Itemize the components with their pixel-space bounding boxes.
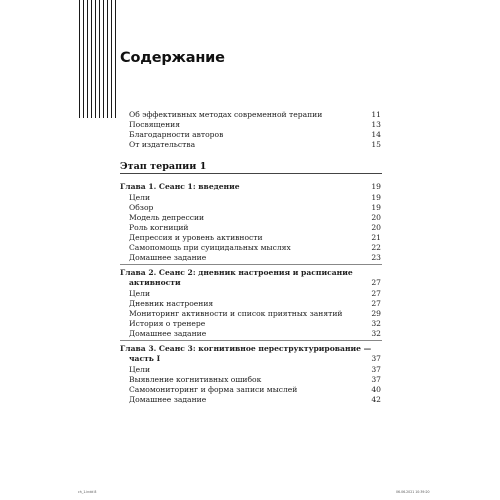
toc-chapter-page: 27 xyxy=(371,278,381,287)
toc-entry-page: 37 xyxy=(371,375,381,384)
toc-chapter-title: Глава 1. Сеанс 1: введение xyxy=(120,182,240,191)
toc-entry-label: Роль когниций xyxy=(129,223,189,232)
footer-file: ch_1.indd 8 xyxy=(78,490,97,494)
toc-entry-page: 23 xyxy=(371,253,381,262)
toc-chapter-page: 19 xyxy=(371,182,381,191)
toc-entry[interactable] xyxy=(0,252,500,263)
toc-entry-label: Домашнее задание xyxy=(129,329,207,338)
toc-entry-page: 21 xyxy=(371,233,381,242)
toc-entry-label: Цели xyxy=(129,289,151,298)
toc-entry-label: Домашнее задание xyxy=(129,395,207,404)
toc-chapter-title: Глава 3. Сеанс 3: когнитивное переструктурирование — xyxy=(120,344,372,353)
toc-entry-page: 29 xyxy=(371,309,381,318)
page-title: Содержание xyxy=(120,50,225,66)
toc-entry-page: 27 xyxy=(371,289,381,298)
toc-entry-page: 15 xyxy=(371,140,381,149)
toc-entry-page: 40 xyxy=(371,385,381,394)
toc-entry-page: 19 xyxy=(371,193,381,202)
toc-entry[interactable] xyxy=(0,139,500,150)
toc-chapter-cont[interactable] xyxy=(0,277,500,288)
toc-entry-page: 20 xyxy=(371,223,381,232)
toc-entry-label: Цели xyxy=(129,193,151,202)
toc-entry-label: Обзор xyxy=(129,203,154,212)
toc-entry-label: От издательства xyxy=(129,140,196,149)
toc-entry-page: 20 xyxy=(371,213,381,222)
toc-chapter-page: 37 xyxy=(371,354,381,363)
stage-heading: Этап терапии 1 xyxy=(120,161,207,172)
toc-entry-label: Посвящения xyxy=(129,120,180,129)
toc-entry-page: 32 xyxy=(371,319,381,328)
toc-entry-label: Цели xyxy=(129,365,151,374)
toc-entry-label: Депрессия и уровень активности xyxy=(129,233,263,242)
toc-entry-label: Дневник настроения xyxy=(129,299,214,308)
toc-entry-page: 42 xyxy=(371,395,381,404)
divider xyxy=(120,340,382,341)
toc-entry[interactable] xyxy=(0,328,500,339)
toc-entry[interactable] xyxy=(0,394,500,405)
toc-entry-page: 32 xyxy=(371,329,381,338)
toc-chapter-title-cont: часть I xyxy=(129,354,161,363)
toc-entry-label: Мониторинг активности и список приятных занятий xyxy=(129,309,343,318)
toc-entry-page: 37 xyxy=(371,365,381,374)
toc-chapter-title-cont: активности xyxy=(129,278,181,287)
toc-entry-label: Самопомощь при суицидальных мыслях xyxy=(129,243,291,252)
toc-entry-label: Благодарности авторов xyxy=(129,130,224,139)
toc-chapter-cont[interactable] xyxy=(0,353,500,364)
footer-timestamp: 06.06.2021 10:39:20 xyxy=(396,490,430,494)
toc-entry-page: 22 xyxy=(371,243,381,252)
toc-entry-page: 13 xyxy=(371,120,381,129)
toc-entry-label: Модель депрессии xyxy=(129,213,205,222)
toc-entry-page: 27 xyxy=(371,299,381,308)
toc-entry-page: 19 xyxy=(371,203,381,212)
toc-chapter-title: Глава 2. Сеанс 2: дневник настроения и расписание xyxy=(120,268,353,277)
toc-entry-label: Выявление когнитивных ошибок xyxy=(129,375,262,384)
toc-entry-page: 11 xyxy=(371,110,381,119)
divider xyxy=(120,264,382,265)
toc-entry-label: История о тренере xyxy=(129,319,206,328)
divider xyxy=(120,173,382,174)
toc-entry-label: Об эффективных методах современной терапии xyxy=(129,110,323,119)
decorative-stripes xyxy=(79,0,117,118)
toc-entry-label: Домашнее задание xyxy=(129,253,207,262)
toc-chapter[interactable] xyxy=(0,181,500,192)
toc-entry-label: Самомониторинг и форма записи мыслей xyxy=(129,385,298,394)
toc-entry-page: 14 xyxy=(371,130,381,139)
